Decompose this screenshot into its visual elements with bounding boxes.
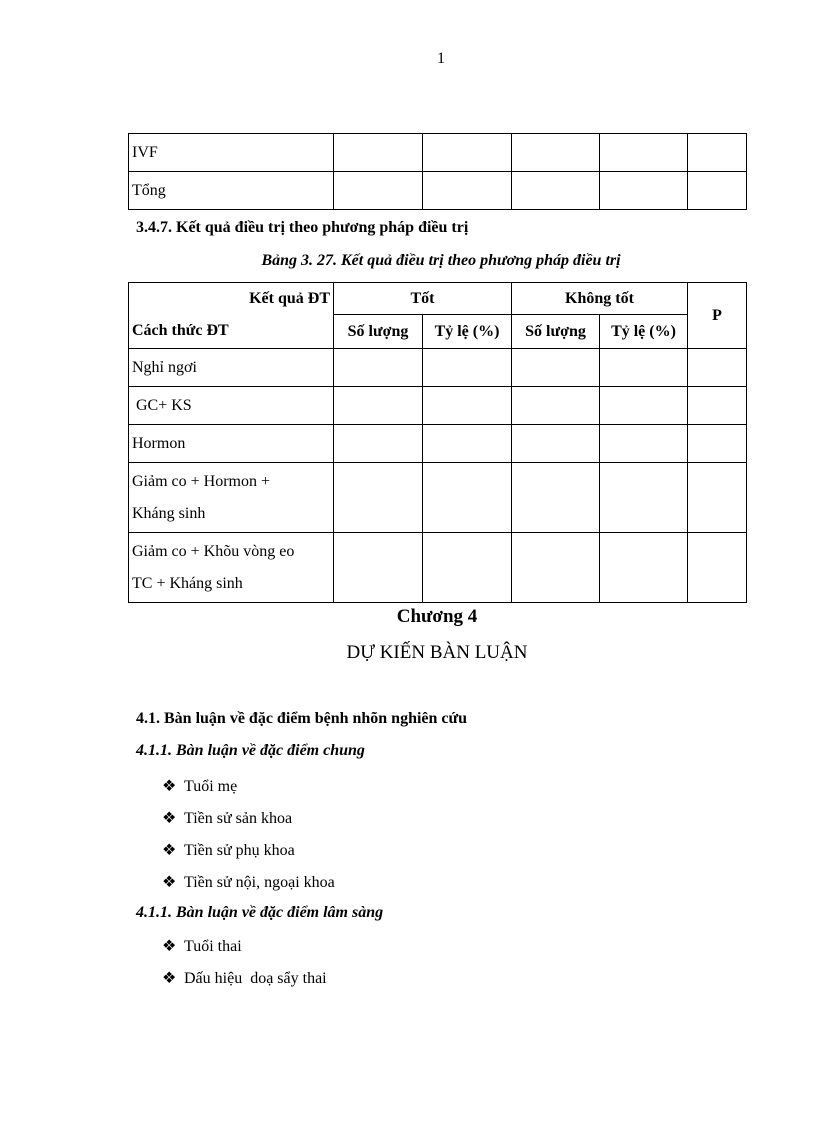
page-number: 1 [437, 50, 445, 67]
row-label: Hormon [129, 425, 334, 463]
results-table [128, 282, 747, 603]
top-table [128, 133, 747, 210]
table-header-row [129, 315, 747, 349]
table-row [129, 134, 747, 172]
bullet-icon: ❖ [162, 842, 177, 859]
chapter-label: Chương 4 [396, 606, 478, 627]
table-row [129, 172, 747, 210]
section-heading: 4.1. Bàn luận về đặc điểm bệnh nhõn nghiên cứu [136, 710, 468, 727]
header-diag-top: Kết quả ĐT [129, 283, 334, 315]
header-rate: Tỷ lệ (%) [423, 315, 512, 349]
header-p: P [688, 283, 747, 349]
bullet-icon: ❖ [162, 938, 177, 955]
table-row [129, 349, 747, 387]
list-item: ❖ Tuổi thai [162, 938, 242, 955]
bullet-icon: ❖ [162, 874, 177, 891]
header-group-good: Tốt [334, 283, 512, 315]
table-row [129, 425, 747, 463]
header-group-bad: Không tốt [512, 283, 688, 315]
list-item: ❖ Dấu hiệu doạ sẩy thai [162, 970, 327, 987]
list-item: ❖ Tiền sử sản khoa [162, 810, 293, 827]
bullet-icon: ❖ [162, 778, 177, 795]
bullet-icon: ❖ [162, 970, 177, 987]
section-heading: 3.4.7. Kết quả điều trị theo phương pháp điều trị [136, 219, 469, 236]
table-row [129, 463, 747, 533]
chapter-title: DỰ KIẾN BÀN LUẬN [346, 642, 528, 663]
list-item: ❖ Tiền sử phụ khoa [162, 842, 295, 859]
list-item: ❖ Tiền sử nội, ngoại khoa [162, 874, 335, 891]
table-row [129, 387, 747, 425]
header-count: Số lượng [334, 315, 423, 349]
table-row [129, 533, 747, 603]
list-item: ❖ Tuổi mẹ [162, 778, 238, 795]
row-label: IVF [129, 134, 334, 172]
table-caption: Bảng 3. 27. Kết quả điều trị theo phương pháp điều trị [261, 252, 621, 269]
row-label: Tổng [129, 172, 334, 210]
subsection-heading: 4.1.1. Bàn luận về đặc điểm lâm sàng [136, 904, 384, 921]
row-label: Giảm co + Hormon + Kháng sinh [129, 463, 334, 533]
row-label: Nghỉ ngơi [129, 349, 334, 387]
header-diag-bottom: Cách thức ĐT [129, 315, 334, 349]
row-label: GC+ KS [129, 387, 334, 425]
table-header-row [129, 283, 747, 315]
row-label: Giảm co + Khõu vòng eo TC + Kháng sinh [129, 533, 334, 603]
bullet-icon: ❖ [162, 810, 177, 827]
subsection-heading: 4.1.1. Bàn luận về đặc điểm chung [136, 742, 365, 759]
header-rate: Tỷ lệ (%) [600, 315, 688, 349]
header-count: Số lượng [512, 315, 600, 349]
